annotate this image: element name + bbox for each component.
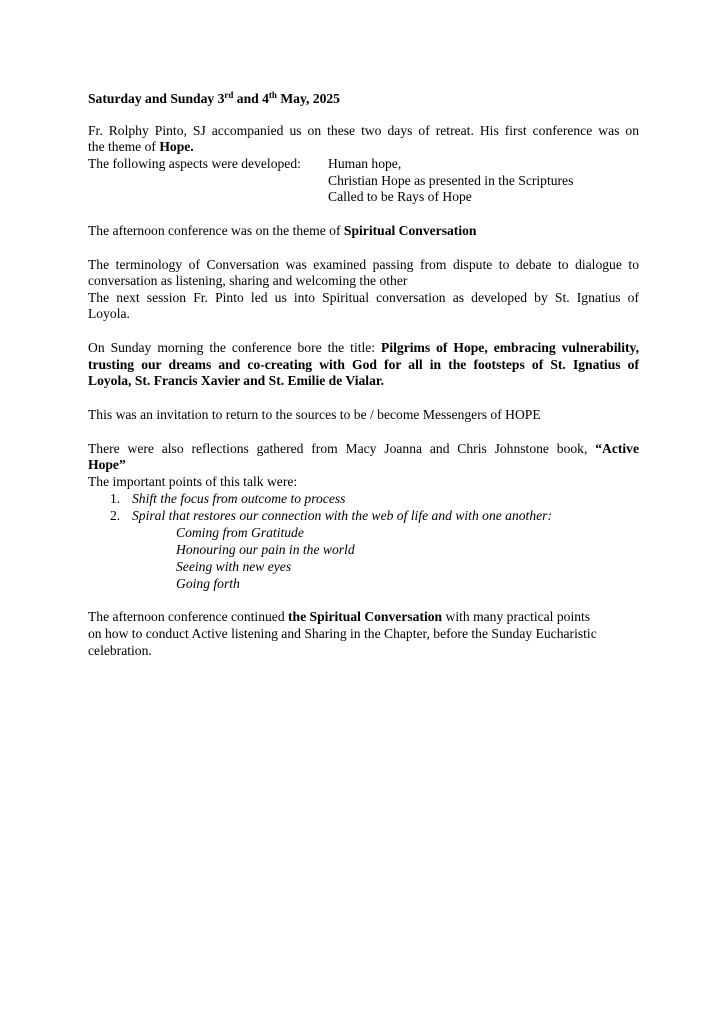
italic-text-run: Honouring our pain in the world [176, 542, 355, 557]
spiral-step [176, 576, 240, 593]
bold-text-run: Hope. [159, 139, 194, 154]
paragraph-intro-line: Fr. Rolphy Pinto, SJ accompanied us on these two days of retreat. His first conference was on [88, 123, 639, 138]
paragraph-afternoon [88, 223, 476, 240]
paragraph-reflections-line: The important points of this talk were: [88, 474, 298, 489]
heading-text: May, 2025 [276, 91, 340, 106]
paragraph-invitation: This was an invitation to return to the sources to be / become Messengers of HOPE [88, 407, 541, 422]
bold-text-run: Pilgrims of Hope, embracing vulnerability, [381, 340, 639, 355]
spiral-step [176, 542, 355, 559]
paragraph-sunday-line [88, 373, 384, 390]
paragraph-closing-line: on how to conduct Active listening and Sharing in the Chapter, before the Sunday Eucharistic [88, 626, 597, 641]
spiral-step [176, 525, 304, 542]
heading-superscript: th [268, 90, 277, 100]
paragraph-sunday-line [88, 357, 639, 374]
date-heading [88, 91, 340, 108]
paragraph-reflections-line [88, 441, 639, 458]
paragraph-closing-line: celebration. [88, 643, 152, 658]
text-run: There were also reflections gathered from Macy Joanna and Chris Johnstone book, [88, 441, 596, 456]
text-run: The afternoon conference was on the theme of [88, 223, 344, 238]
aspect-item: Human hope, [328, 156, 402, 171]
list-number: 1. [110, 491, 121, 506]
heading-text: and 4 [233, 91, 269, 106]
heading-text: Saturday and Sunday 3 [88, 91, 225, 106]
bold-text-run: Hope” [88, 457, 126, 472]
bold-text-run: trusting our dreams and co-creating with God for all in the footsteps of St. Ignatius of [88, 357, 639, 372]
aspects-intro: The following aspects were developed: [88, 156, 301, 171]
text-run: On Sunday morning the conference bore the title: [88, 340, 382, 355]
paragraph-intro-line [88, 139, 194, 156]
italic-text-run: Coming from Gratitude [176, 525, 304, 540]
italic-text-run: Seeing with new eyes [176, 559, 292, 574]
aspect-item: Christian Hope as presented in the Scriptures [328, 173, 574, 188]
paragraph-sunday-line [88, 340, 639, 357]
italic-text-run: Spiral that restores our connection with the web of life and with one another: [132, 508, 552, 523]
italic-text-run: Shift the focus from outcome to process [132, 491, 346, 506]
paragraph-reflections-line [88, 457, 126, 474]
list-number: 2. [110, 508, 121, 523]
paragraph-terminology-line: Loyola. [88, 306, 130, 321]
list-item [132, 508, 552, 525]
bold-text-run: the Spiritual Conversation [288, 609, 443, 624]
bold-text-run: “Active [595, 441, 639, 456]
text-run: The afternoon conference continued [88, 609, 289, 624]
text-run: the theme of [88, 139, 160, 154]
spiral-step [176, 559, 291, 576]
aspect-item: Called to be Rays of Hope [328, 189, 472, 204]
bold-text-run: Spiritual Conversation [343, 223, 477, 238]
list-item [132, 491, 345, 508]
paragraph-terminology-line: The terminology of Conversation was examined passing from dispute to debate to dialogue to [88, 257, 639, 272]
paragraph-terminology-line: The next session Fr. Pinto led us into Spiritual conversation as developed by St. Ignatius of [88, 290, 639, 305]
paragraph-closing-line [88, 609, 590, 626]
text-run: with many practical points [442, 609, 591, 624]
paragraph-terminology-line: conversation as listening, sharing and welcoming the other [88, 273, 408, 288]
heading-superscript: rd [224, 90, 234, 100]
bold-text-run: Loyola, St. Francis Xavier and St. Emilie de Vialar. [88, 373, 385, 388]
italic-text-run: Going forth [176, 576, 240, 591]
